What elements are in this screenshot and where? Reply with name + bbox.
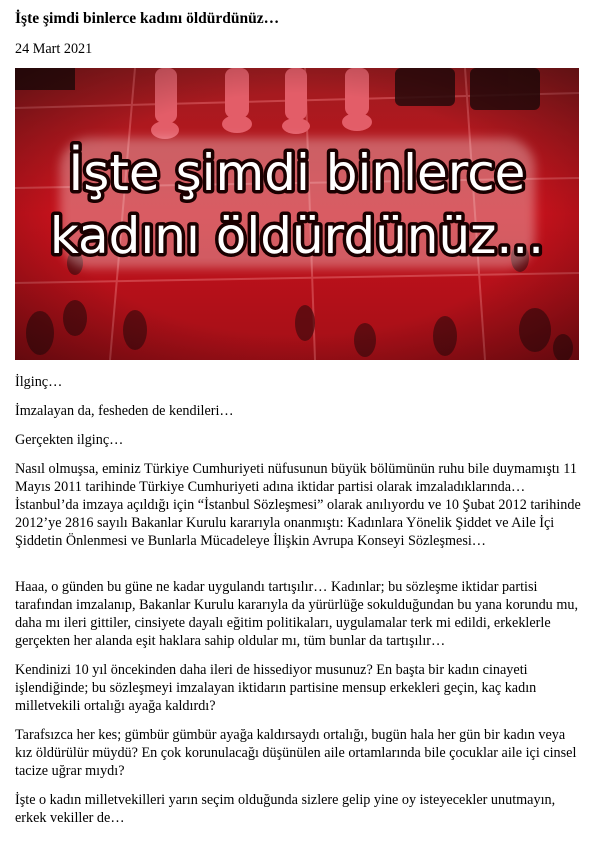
paragraph-4: Nasıl olmuşsa, eminiz Türkiye Cumhuriyeti nüfusunun büyük bölümünün ruhu bile duymamıştı 11 Mayıs 2011 tarihinde Türkiye Cumhuriyeti adına iktidar partisi olarak imzaladıklarında… İstanbul’da imzaya açıldığı için “İstanbul Sözleşmesi” olarak anılıyordu ve 10 Şubat 2012 tarihinde 2012’ye 2816 sayılı Bakanlar Kurulu kararıyla onanmıştı: Kadınlara Yönelik Şiddet ve Aile İçi Şiddetin Önlenmesi ve Bunlarla Mücadeleye İlişkin Avrupa Konseyi Sözleşmesi…	[15, 461, 581, 549]
paragraph-6: Kendinizi 10 yıl öncekinden daha ileri de hissediyor musunuz? En başta bir kadın cinayeti işlendiğinde; bu sözleşmeyi imzalayan iktidarın partisine mensup erkekleri geçin, kaç kadın milletvekili ortalığı ayağa kaldırdı?	[15, 662, 537, 714]
article-date: 24 Mart 2021	[15, 41, 93, 57]
hero-caption-line1: İşte şimdi binlerce	[68, 144, 526, 202]
article-title: İşte şimdi binlerce kadını öldürdünüz…	[15, 10, 280, 27]
paragraph-2: İmzalayan da, fesheden de kendileri…	[15, 403, 234, 419]
article-hero-image	[15, 68, 579, 360]
paragraph-7: Tarafsızca her kes; gümbür gümbür ayağa kaldırsaydı ortalığı, bugün hala her gün bir kadın veya kız öldürülür müydü? En çok korunulacağı düşünülen aile ortamlarında bile çocuklar aile içi cinsel tacize uğrar mıydı?	[15, 727, 577, 779]
hero-caption-line2: kadını öldürdünüz...	[49, 207, 545, 265]
paragraph-8: İşte o kadın milletvekilleri yarın seçim olduğunda sizlere gelip yine oy isteyecekler unutmayın, erkek vekiller de…	[15, 792, 556, 826]
paragraph-3: Gerçekten ilginç…	[15, 432, 124, 448]
paragraph-1: İlginç…	[15, 374, 63, 390]
paragraph-5: Haaa, o günden bu güne ne kadar uygulandı tartışılır… Kadınlar; bu sözleşme iktidar partisi tarafından imzalanıp, Bakanlar Kurulu kararıyla da yürürlüğe sokulduğundan bu yana korundu mu, daha mı ileri gittiler, cinsiyete dayalı eğitim politikaları, uygulamalar terk mi edildi, erkeklerle gerçekten her alanda eşit haklara sahip oldular mı, tüm bunlar da tartışılır…	[15, 579, 578, 649]
hero-illustration	[15, 68, 579, 360]
